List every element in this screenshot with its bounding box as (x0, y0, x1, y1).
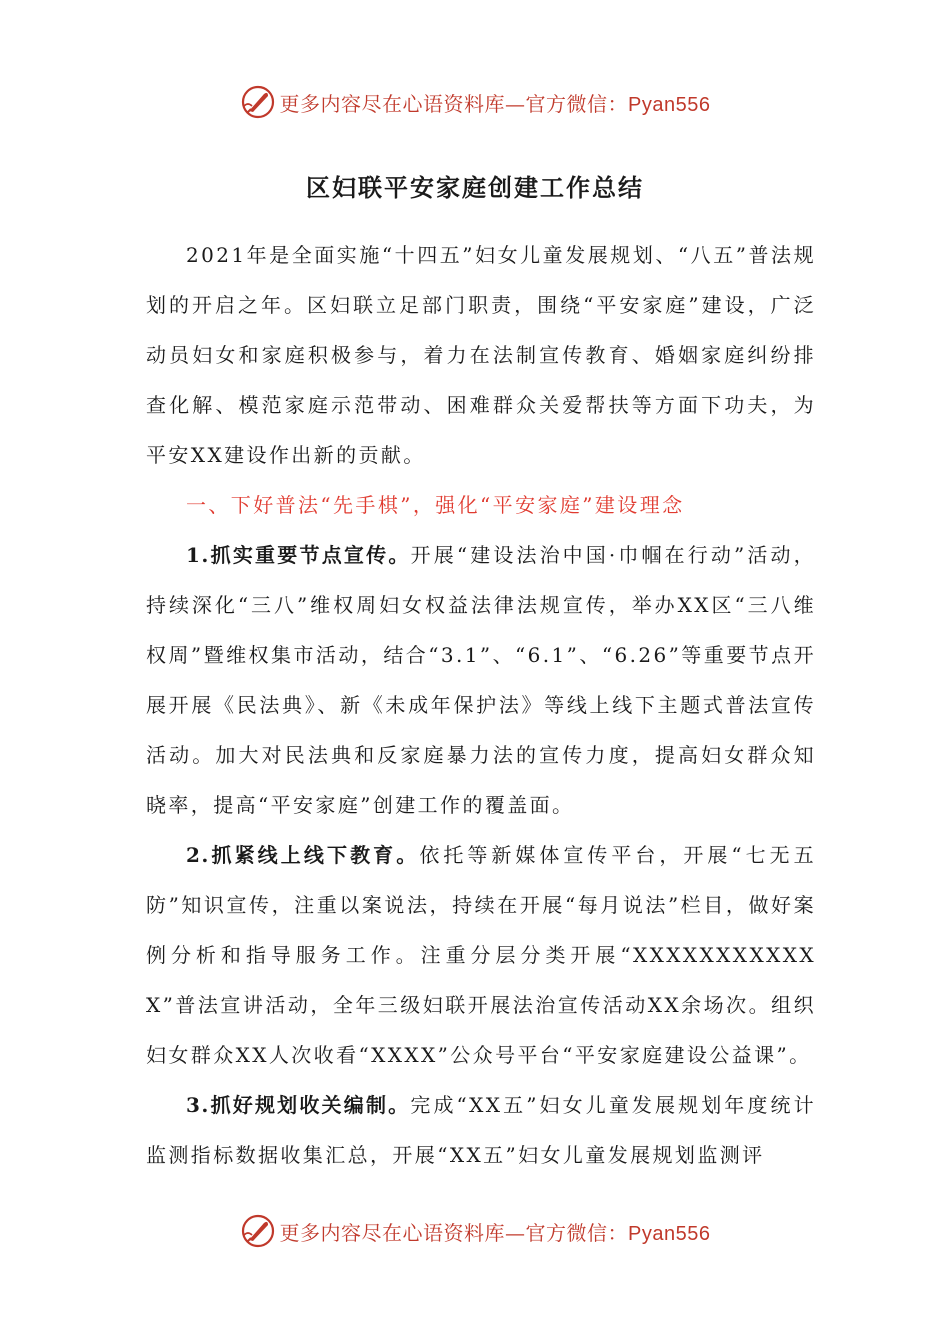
wechat-id: Pyan556 (628, 93, 711, 116)
intro-paragraph: 2021年是全面实施“十四五”妇女儿童发展规划、“八五”普法规划的开启之年。区妇联立足部门职责，围绕“平安家庭”建设，广泛动员妇女和家庭积极参与，着力在法制宣传教育、婚姻家庭纠纷排查化解、模范家庭示范带动、困难群众关爱帮扶等方面下功夫，为平安XX建设作出新的贡献。 (146, 243, 816, 467)
item-1-lead: 1.抓实重要节点宣传。 (186, 543, 411, 567)
item-3-paragraph (146, 1080, 816, 1180)
document-body (146, 230, 816, 1180)
item-2-lead: 2.抓紧线上线下教育。 (186, 843, 420, 867)
footer-banner (0, 1211, 950, 1251)
item-3-lead: 3.抓好规划收关编制。 (186, 1093, 411, 1117)
item-3-text: 完成“XX五”妇女儿童发展规划年度统计监测指标数据收集汇总，开展“XX五”妇女儿童发展规划监测评 (146, 1093, 816, 1167)
banner-text: 更多内容尽在心语资料库—官方微信：Pyan556 (279, 1220, 711, 1245)
quill-pen-logo-icon (240, 1213, 276, 1249)
banner-text: 更多内容尽在心语资料库—官方微信：Pyan556 (279, 91, 711, 116)
section-heading-1: 一、下好普法“先手棋”，强化“平安家庭”建设理念 (186, 493, 685, 517)
header-banner (0, 82, 950, 122)
quill-pen-logo-icon (240, 84, 276, 120)
item-2-text: 依托等新媒体宣传平台，开展“七无五防”知识宣传，注重以案说法，持续在开展“每月说法”栏目，做好案例分析和指导服务工作。注重分层分类开展“XXXXXXXXXXXX”普法宣讲活动，全年三级妇联开展法治宣传活动XX余场次。组织妇女群众XX人次收看“XXXX”公众号平台“平安家庭建设公益课”。 (146, 843, 816, 1067)
document-title: 区妇联平安家庭创建工作总结 (306, 173, 644, 202)
wechat-id: Pyan556 (628, 1222, 711, 1245)
item-1-text: 开展“建设法治中国·巾帼在行动”活动，持续深化“三八”维权周妇女权益法律法规宣传，举办XX区“三八维权周”暨维权集市活动，结合“3.1”、“6.1”、“6.26”等重要节点开展开展《民法典》、新《未成年保护法》等线上线下主题式普法宣传活动。加大对民法典和反家庭暴力法的宣传力度，提高妇女群众知晓率，提高“平安家庭”创建工作的覆盖面。 (146, 543, 817, 817)
item-1-paragraph (146, 530, 816, 830)
item-2-paragraph (146, 830, 816, 1080)
